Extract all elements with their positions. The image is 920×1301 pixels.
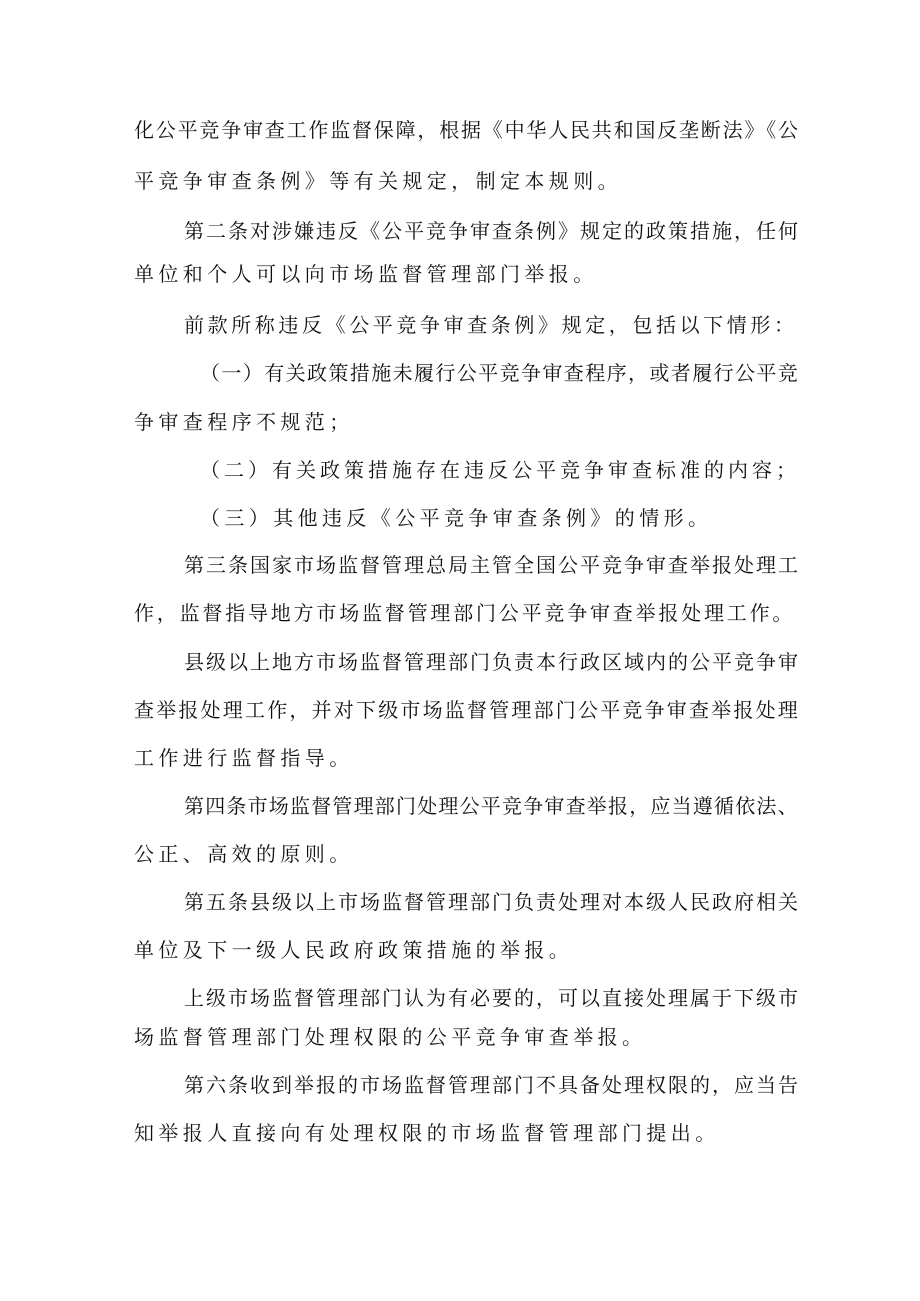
text-line: 前款所称违反《公平竞争审查条例》规定，包括以下情形：: [184, 313, 798, 337]
text-line: 工作进行监督指导。: [134, 746, 354, 770]
text-line: 场监督管理部门处理权限的公平竞争审查举报。: [134, 1025, 647, 1049]
text-line: 第五条县级以上市场监督管理部门负责处理对本级人民政府相关: [184, 890, 800, 914]
text-line: 查举报处理工作，并对下级市场监督管理部门公平竞争审查举报处理: [134, 698, 800, 722]
text-line: 单位及下一级人民政府政策措施的举报。: [134, 938, 574, 962]
text-line: （三）其他违反《公平竞争审查条例》的情形。: [200, 506, 713, 530]
text-line: 县级以上地方市场监督管理部门负责本行政区域内的公平竞争审: [184, 650, 800, 674]
text-line: 第三条国家市场监督管理总局主管全国公平竞争审查举报处理工: [184, 553, 800, 577]
text-line: 上级市场监督管理部门认为有必要的，可以直接处理属于下级市: [184, 986, 800, 1010]
text-line: （一）有关政策措施未履行公平竞争审查程序，或者履行公平竞: [200, 361, 800, 385]
text-line: 第二条对涉嫌违反《公平竞争审查条例》规定的政策措施，任何: [184, 219, 800, 243]
text-line: 第四条市场监督管理部门处理公平竞争审查举报，应当遵循依法、: [184, 794, 799, 818]
text-line: 化公平竞争审查工作监督保障，根据《中华人民共和国反垄断法》《公: [134, 118, 800, 142]
text-line: 平竞争审查条例》等有关规定，制定本规则。: [134, 169, 622, 193]
text-line: （二）有关政策措施存在违反公平竞争审查标准的内容；: [200, 458, 800, 482]
text-line: 第六条收到举报的市场监督管理部门不具备处理权限的，应当告: [184, 1073, 800, 1097]
text-line: 公正、高效的原则。: [134, 842, 354, 866]
text-line: 争审查程序不规范；: [134, 410, 354, 434]
text-line: 作，监督指导地方市场监督管理部门公平竞争审查举报处理工作。: [134, 601, 796, 625]
text-line: 单位和个人可以向市场监督管理部门举报。: [134, 262, 598, 286]
text-line: 知举报人直接向有处理权限的市场监督管理部门提出。: [134, 1121, 720, 1145]
